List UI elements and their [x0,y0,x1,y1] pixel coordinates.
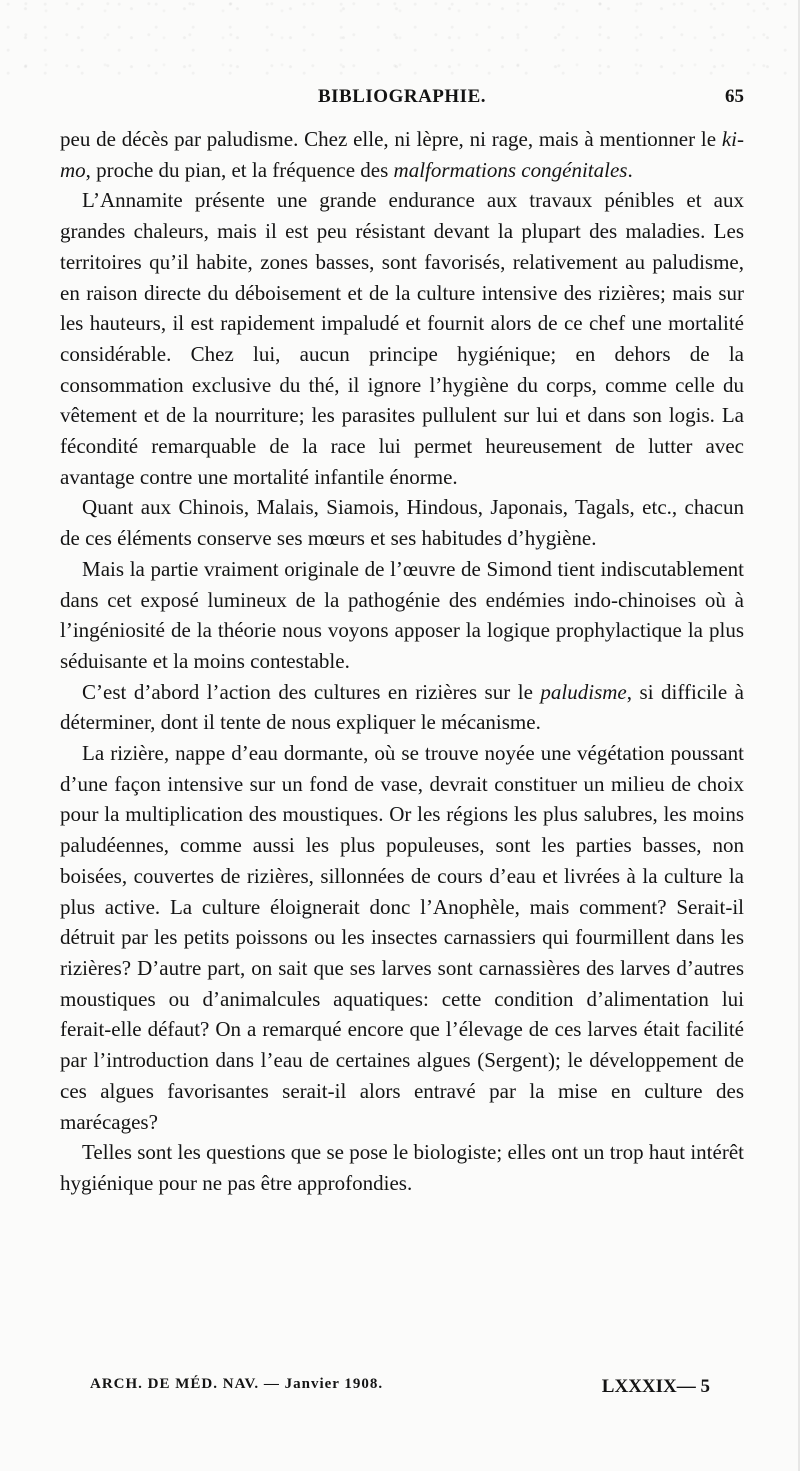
header-title: BIBLIOGRAPHIE. [317,86,486,107]
paragraph-5 [60,677,744,738]
term-paludisme: paludisme [540,679,627,704]
body-text [60,124,744,1199]
paragraph-7 [60,1137,744,1198]
paragraph-5-text-b: , si difficile à déterminer, dont il tente de nous expliquer le mécanisme. [60,679,744,735]
paragraph-2 [60,185,744,492]
paragraph-2-text: L’Annamite présente une grande endurance aux travaux pénibles et aux grandes chaleurs, mais il est peu résistant devant la plupart des maladies. Les territoires qu’il habite, zones basses, sont favorisés, relativement au paludisme, en raison directe du déboisement et de la culture intensive des rizières; mais sur les hauteurs, il est rapidement impaludé et fournit alors de ce chef une mortalité considérable. Chez lui, aucun principe hygiénique; en dehors de la consommation exclusive du thé, il ignore l’hygiène du corps, comme celle du vêtement et de la nourriture; les parasites pullulent sur lui et dans son logis. La fécondité remarquable de la race lui permet heureusement de lutter avec avantage contre une mortalité infantile énorme. [60,188,744,489]
paper-texture [0,0,800,80]
paragraph-5-text-a: C’est d’abord l’action des cultures en rizières sur le [82,679,541,704]
paragraph-4 [60,554,744,677]
page-number: 65 [725,86,744,107]
paragraph-3 [60,492,744,553]
paragraph-7-text: Telles sont les questions que se pose le biologiste; elles ont un trop haut intérêt hygiénique pour ne pas être approfondies. [60,1140,744,1195]
paragraph-3-text: Quant aux Chinois, Malais, Siamois, Hindous, Japonais, Tagals, etc., chacun de ces éléments conserve ses mœurs et ses habitudes d’hygiène. [60,495,744,551]
running-header [60,86,744,120]
footer-journal: ARCH. DE MÉD. NAV. — Janvier 1908. [90,1376,384,1392]
page-footer [90,1376,710,1408]
paragraph-1-text-a: peu de décès par paludisme. Chez elle, ni lèpre, ni rage, mais à mentionner le [60,127,722,151]
term-ki-mo: ki-mo [60,127,744,182]
paragraph-1-text-b: , proche du pian, et la fréquence des [85,157,394,182]
paragraph-1 [60,124,744,185]
term-malformations: malformations congénitales [393,157,628,182]
footer-signature: LXXXIX— 5 [601,1376,710,1397]
paragraph-6 [60,738,744,1137]
paragraph-4-text: Mais la partie vraiment originale de l’œuvre de Simond tient indiscutablement dans cet exposé lumineux de la pathogénie des endémies indo-chinoises où à l’ingéniosité de la théorie nous voyons apposer la logique prophylactique la plus séduisante et la moins contestable. [60,556,744,673]
paragraph-6-text: La rizière, nappe d’eau dormante, où se trouve noyée une végétation poussant d’une façon intensive sur un fond de vase, devrait constituer un milieu de choix pour la multiplication des moustiques. Or les régions les plus salubres, les moins paludéennes, comme aussi les plus populeuses, sont les parties basses, non boisées, couvertes de rizières, sillonnées de cours d’eau et livrées à la culture la plus active. La culture éloignerait donc l’Anophèle, mais comment? Serait-il détruit par les petits poissons ou les insectes carnassiers qui fourmillent dans les rizières? D’autre part, on sait que ses larves sont carnassières des larves d’autres moustiques ou d’animalcules aquatiques: cette condition d’alimentation lui ferait-elle défaut? On a remarqué encore que l’élevage de ces larves était facilité par l’introduction dans l’eau de certaines algues (Sergent); le développement de ces algues favorisantes serait-il alors entravé par la mise en culture des marécages? [60,741,744,1134]
paragraph-1-text-c: . [627,157,633,182]
